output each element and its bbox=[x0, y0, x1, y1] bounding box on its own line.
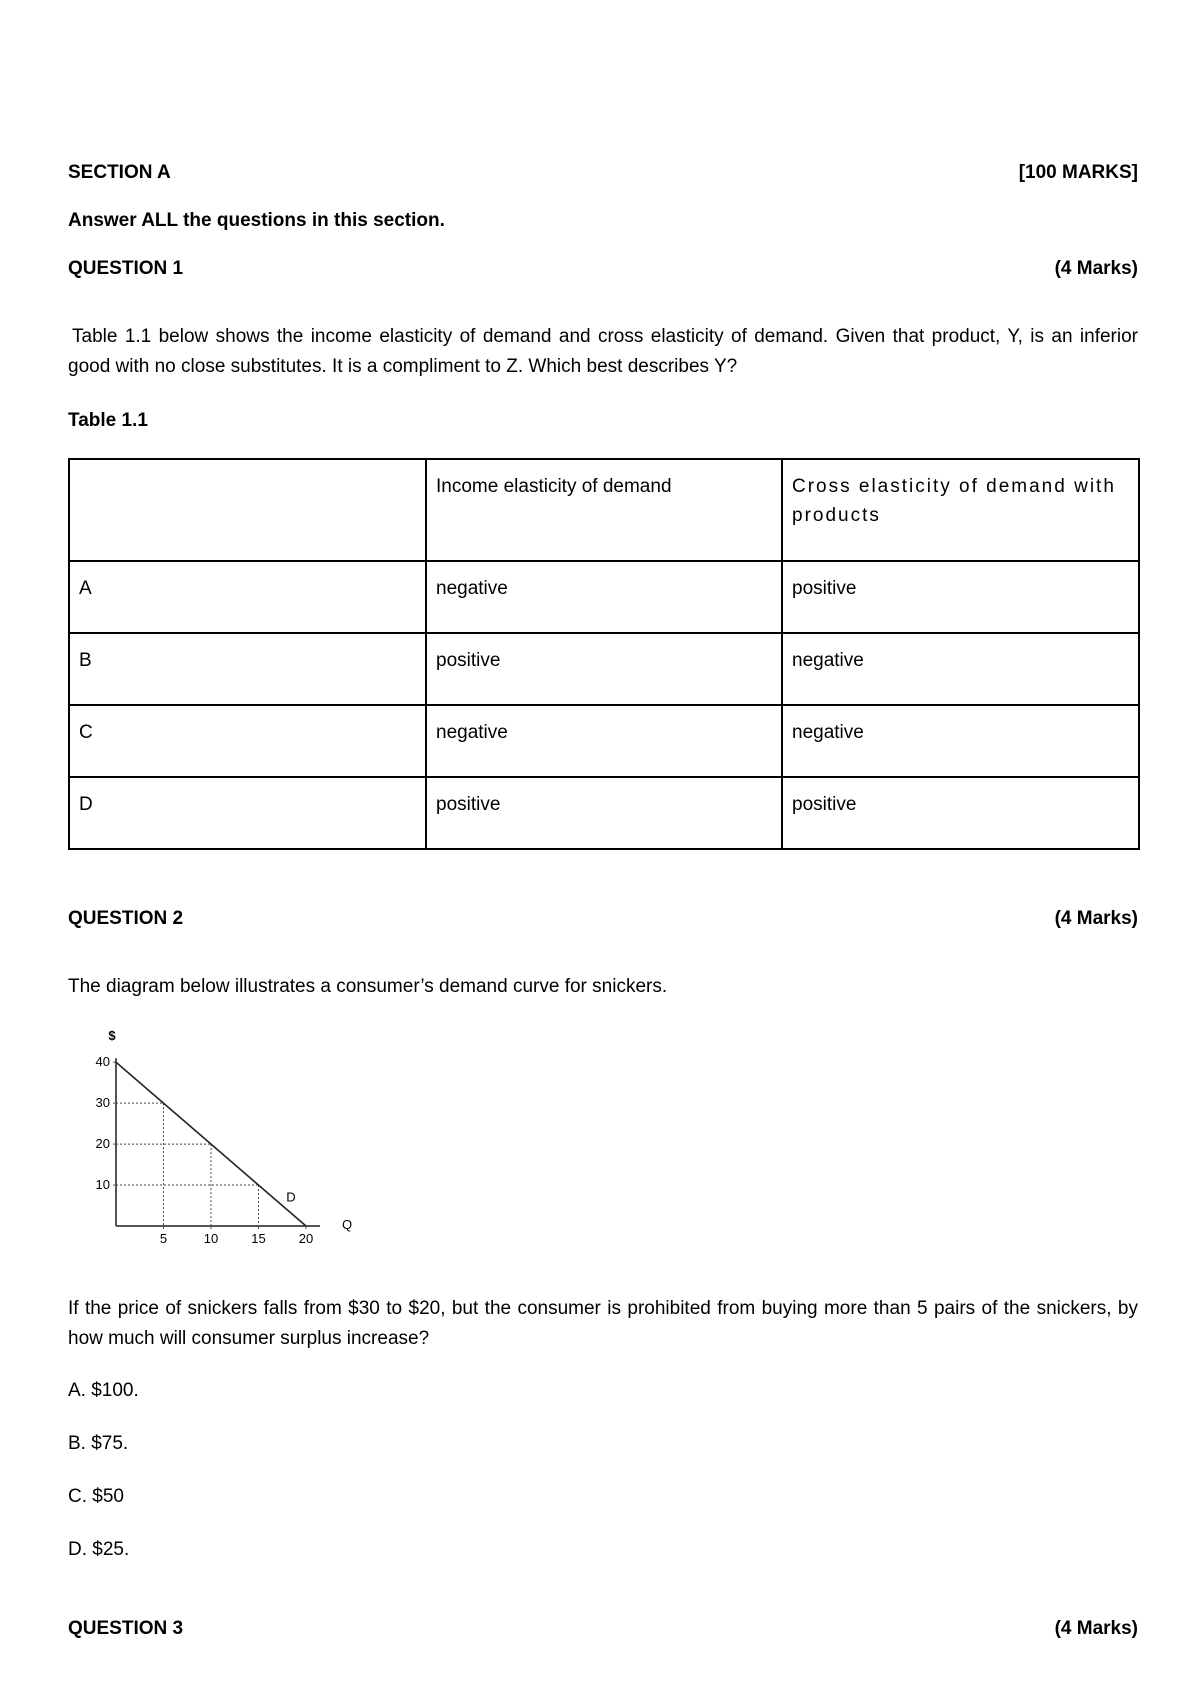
question-2-intro: The diagram below illustrates a consumer’s demand curve for snickers. bbox=[68, 976, 668, 997]
table-cell: B bbox=[69, 633, 426, 705]
table-header-cell: Cross elasticity of demand with products bbox=[782, 459, 1139, 561]
table-cell: positive bbox=[782, 561, 1139, 633]
question-1-header bbox=[68, 258, 1138, 280]
table-header-row bbox=[69, 459, 1139, 561]
table-cell: A bbox=[69, 561, 426, 633]
question-1-marks: (4 Marks) bbox=[1054, 258, 1138, 279]
table-row bbox=[69, 561, 1139, 633]
table-cell: D bbox=[69, 777, 426, 849]
table-row bbox=[69, 777, 1139, 849]
option-d: D. $25. bbox=[68, 1539, 130, 1560]
question-3-marks: (4 Marks) bbox=[1054, 1618, 1138, 1639]
demand-curve-label: D bbox=[286, 1189, 296, 1205]
y-tick-label: 40 bbox=[95, 1054, 110, 1070]
y-axis-label: $ bbox=[108, 1028, 116, 1044]
y-tick-label: 30 bbox=[95, 1095, 110, 1111]
x-tick-label: 10 bbox=[203, 1231, 219, 1246]
option-a: A. $100. bbox=[68, 1380, 139, 1401]
table-cell: positive bbox=[782, 777, 1139, 849]
x-tick-label: 5 bbox=[159, 1231, 168, 1246]
section-instruction: Answer ALL the questions in this section. bbox=[68, 210, 445, 231]
question-1-title: QUESTION 1 bbox=[68, 258, 184, 279]
demand-curve-chart bbox=[76, 1026, 366, 1246]
question-3-title: QUESTION 3 bbox=[68, 1618, 184, 1639]
question-2-title: QUESTION 2 bbox=[68, 908, 184, 929]
exam-page bbox=[68, 0, 1138, 1698]
x-tick-label: 15 bbox=[251, 1231, 266, 1246]
demand-curve-svg bbox=[76, 1026, 366, 1246]
table-row bbox=[69, 633, 1139, 705]
option-c: C. $50 bbox=[68, 1486, 124, 1507]
section-header bbox=[68, 162, 1138, 184]
x-axis-label: Q bbox=[342, 1217, 353, 1232]
table-cell: positive bbox=[426, 633, 782, 705]
table-cell: negative bbox=[782, 633, 1139, 705]
question-3-header bbox=[68, 1618, 1138, 1640]
table-caption: Table 1.1 bbox=[68, 410, 148, 431]
y-tick-label: 20 bbox=[95, 1136, 110, 1152]
question-2-marks: (4 Marks) bbox=[1054, 908, 1138, 929]
x-tick-label: 20 bbox=[298, 1231, 314, 1246]
table-cell: negative bbox=[426, 561, 782, 633]
section-marks: [100 MARKS] bbox=[1018, 162, 1138, 183]
table-cell: negative bbox=[426, 705, 782, 777]
table-cell: C bbox=[69, 705, 426, 777]
question-1-text: Table 1.1 below shows the income elasticity of demand and cross elasticity of demand. Given that product, Y, is an inferior good with no close substitutes. It is a compliment to Z. Which best describes Y? bbox=[68, 326, 1138, 377]
question-2-header bbox=[68, 908, 1138, 930]
section-title: SECTION A bbox=[68, 162, 171, 183]
table-cell: positive bbox=[426, 777, 782, 849]
table-cell: negative bbox=[782, 705, 1139, 777]
table-header-cell bbox=[69, 459, 426, 561]
table-row bbox=[69, 705, 1139, 777]
question-2-text: If the price of snickers falls from $30 to $20, but the consumer is prohibited from buying more than 5 pairs of the snickers, by how much will consumer surplus increase? bbox=[68, 1298, 1138, 1349]
elasticity-table bbox=[68, 458, 1140, 850]
y-tick-label: 10 bbox=[95, 1177, 110, 1193]
table-header-cell: Income elasticity of demand bbox=[426, 459, 782, 561]
option-b: B. $75. bbox=[68, 1433, 129, 1454]
